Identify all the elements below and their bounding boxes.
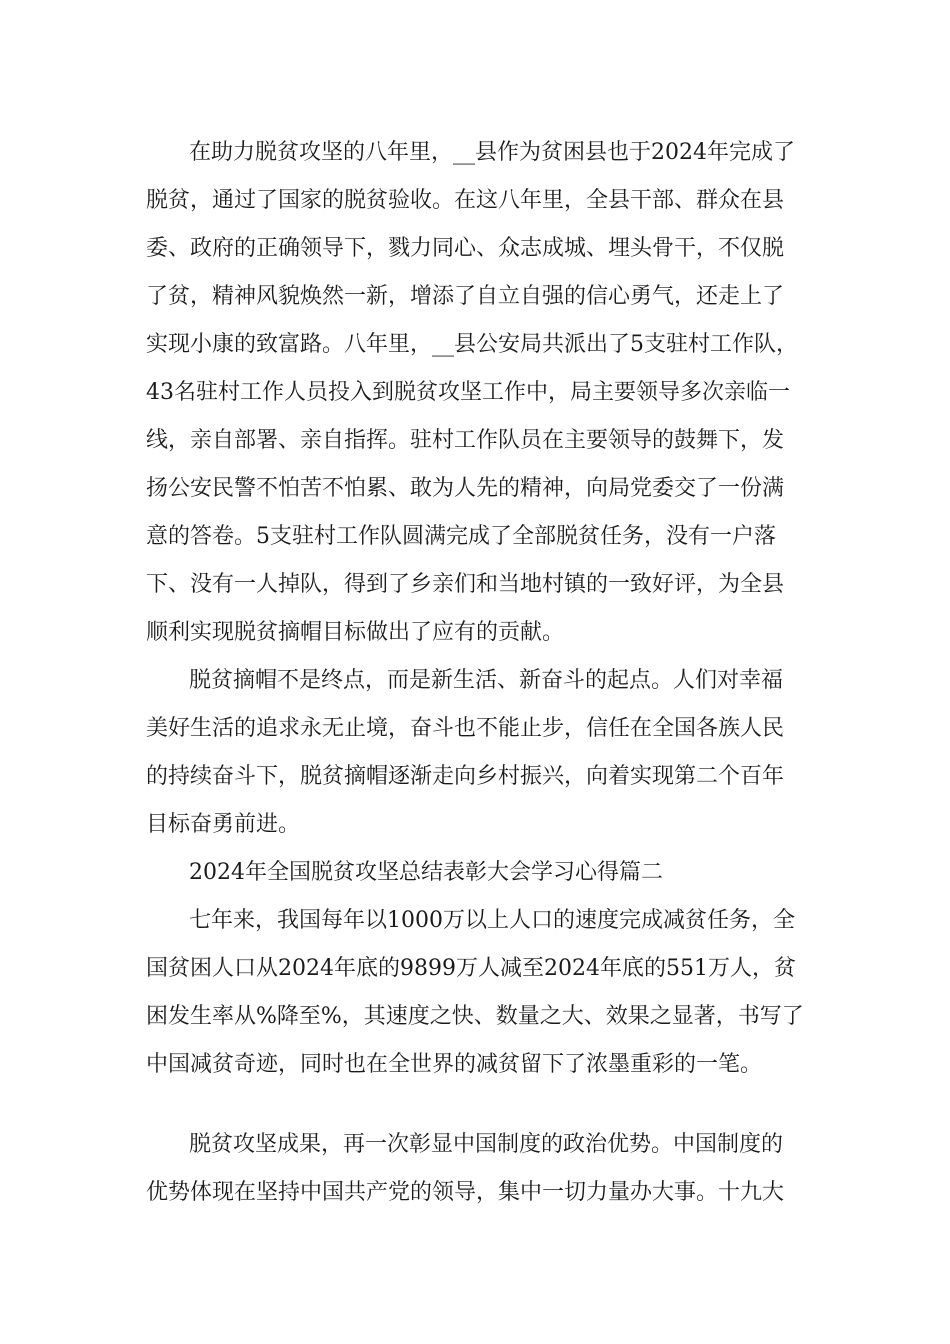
paragraph-3-line-2: 国贫困人口从2024年底的9899万人减至2024年底的551万人，贫 [146, 956, 796, 981]
paragraph-2-line-4: 目标奋勇前进。 [146, 812, 301, 837]
paragraph-3-line-4: 中国减贫奇迹，同时也在全世界的减贫留下了浓墨重彩的一笔。 [146, 1052, 763, 1077]
paragraph-1-line-2: 脱贫，通过了国家的脱贫验收。在这八年里，全县干部、群众在县 [146, 188, 785, 213]
paragraph-1-line-5: 实现小康的致富路。八年里，__县公安局共派出了5支驻村工作队， [146, 332, 798, 357]
paragraph-2-line-2: 美好生活的追求永无止境，奋斗也不能止步，信任在全国各族人民 [146, 716, 785, 741]
paragraph-1-line-1: 在助力脱贫攻坚的八年里，__县作为贫困县也于2024年完成了 [189, 140, 795, 165]
paragraph-2-line-1: 脱贫摘帽不是终点，而是新生活、新奋斗的起点。人们对幸福 [189, 668, 784, 693]
paragraph-3-line-1: 七年来，我国每年以1000万以上人口的速度完成减贫任务，全 [189, 908, 795, 933]
paragraph-1-line-11: 顺利实现脱贫摘帽目标做出了应有的贡献。 [146, 620, 565, 645]
paragraph-1-line-9: 意的答卷。5支驻村工作队圆满完成了全部脱贫任务，没有一户落 [146, 524, 776, 549]
paragraph-1-line-6: 43名驻村工作人员投入到脱贫攻坚工作中，局主要领导多次亲临一 [146, 380, 790, 405]
paragraph-4-line-2: 优势体现在坚持中国共产党的领导，集中一切力量办大事。十九大 [146, 1180, 785, 1205]
paragraph-2-line-3: 的持续奋斗下，脱贫摘帽逐渐走向乡村振兴，向着实现第二个百年 [146, 764, 785, 789]
paragraph-3-line-3: 困发生率从%降至%，其速度之快、数量之大、效果之显著，书写了 [146, 1004, 804, 1029]
paragraph-1-line-7: 线，亲自部署、亲自指挥。驻村工作队员在主要领导的鼓舞下，发 [146, 428, 785, 453]
paragraph-1-line-3: 委、政府的正确领导下，戮力同心、众志成城、埋头骨干，不仅脱 [146, 236, 785, 261]
paragraph-1-line-10: 下、没有一人掉队，得到了乡亲们和当地村镇的一致好评，为全县 [146, 572, 785, 597]
paragraph-1-line-4: 了贫，精神风貌焕然一新，增添了自立自强的信心勇气，还走上了 [146, 284, 785, 309]
paragraph-1-line-8: 扬公安民警不怕苦不怕累、敢为人先的精神，向局党委交了一份满 [146, 476, 785, 501]
section-heading: 2024年全国脱贫攻坚总结表彰大会学习心得篇二 [189, 860, 663, 885]
paragraph-4-line-1: 脱贫攻坚成果，再一次彰显中国制度的政治优势。中国制度的 [189, 1132, 784, 1157]
